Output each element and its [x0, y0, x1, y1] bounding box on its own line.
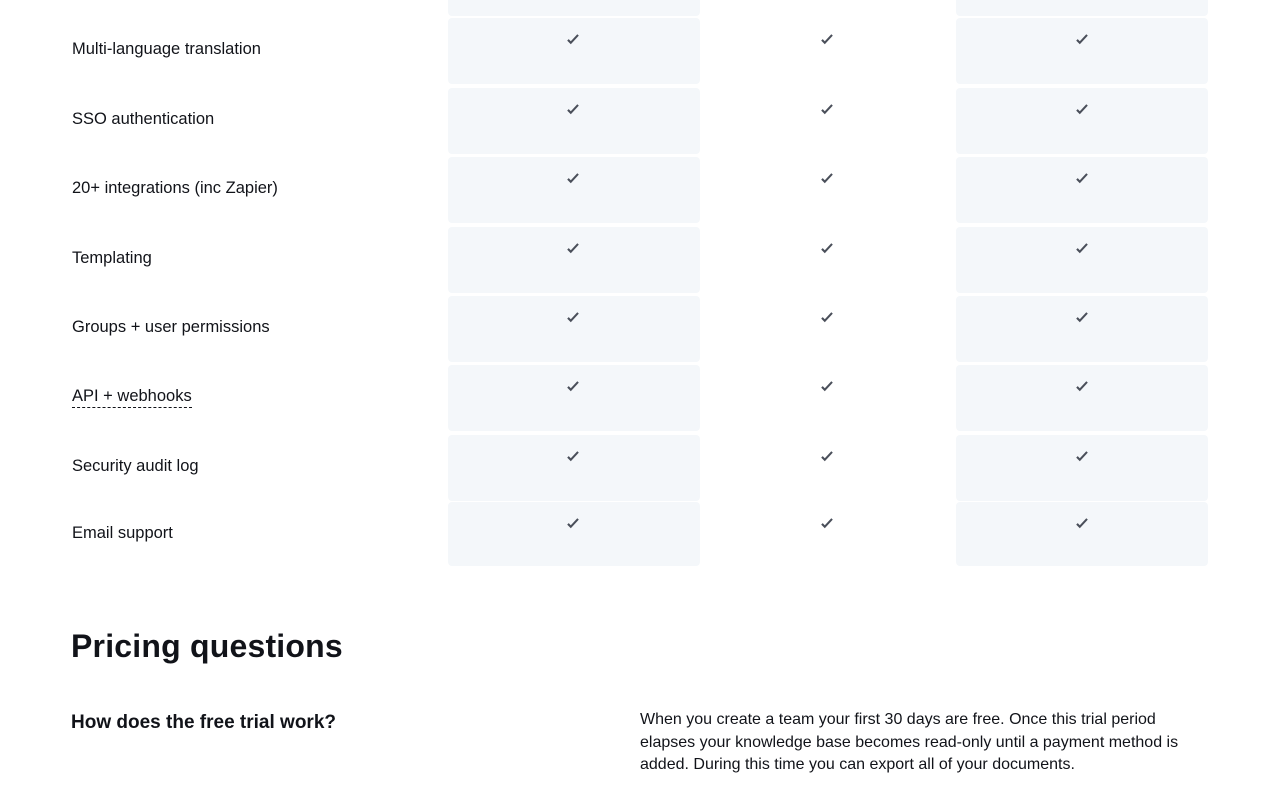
plan-cell	[956, 502, 1208, 566]
checkmark-icon	[1074, 32, 1090, 48]
checkmark-icon	[565, 241, 581, 257]
feature-label: Templating	[72, 249, 152, 267]
feature-label: Email support	[72, 524, 173, 542]
checkmark-icon	[1074, 310, 1090, 326]
table-row	[0, 365, 1280, 433]
checkmark-icon	[1074, 449, 1090, 465]
plan-cell	[956, 296, 1208, 362]
checkmark-icon	[565, 32, 581, 48]
plan-cell	[448, 157, 700, 223]
checkmark-icon	[819, 379, 835, 395]
plan-cell	[701, 365, 953, 431]
plan-cell	[956, 18, 1208, 84]
checkmark-icon	[565, 310, 581, 326]
plan-cell	[956, 157, 1208, 223]
checkmark-icon	[1074, 379, 1090, 395]
feature-label[interactable]: API + webhooks	[72, 387, 192, 408]
checkmark-icon	[565, 449, 581, 465]
plan-cell	[448, 365, 700, 431]
table-row	[0, 227, 1280, 295]
plan-cell	[701, 296, 953, 362]
checkmark-icon	[565, 516, 581, 532]
table-row	[0, 157, 1280, 225]
feature-label: 20+ integrations (inc Zapier)	[72, 179, 278, 197]
checkmark-icon	[1074, 516, 1090, 532]
plan-cell	[448, 502, 700, 566]
plan-cell	[448, 227, 700, 293]
plan-cell	[956, 365, 1208, 431]
table-row	[0, 88, 1280, 156]
plan-cell	[448, 435, 700, 501]
plan-cell	[956, 227, 1208, 293]
checkmark-icon	[819, 102, 835, 118]
plan-cell	[701, 88, 953, 154]
table-row	[0, 296, 1280, 364]
checkmark-icon	[565, 102, 581, 118]
plan-cell	[701, 157, 953, 223]
checkmark-icon	[819, 449, 835, 465]
feature-label: Groups + user permissions	[72, 318, 270, 336]
plan-cell	[701, 18, 953, 84]
plan-cell	[701, 502, 953, 566]
checkmark-icon	[819, 241, 835, 257]
checkmark-icon	[819, 516, 835, 532]
faq-question: How does the free trial work?	[71, 712, 336, 733]
faq-answer: When you create a team your first 30 days are free. Once this trial period elapses your knowledge base becomes read-only until a payment method is added. During this time you can export all of your documents.	[640, 711, 1179, 773]
table-row-partial	[0, 0, 1280, 18]
pricing-questions-title: Pricing questions	[71, 628, 343, 664]
checkmark-icon	[1074, 102, 1090, 118]
checkmark-icon	[1074, 171, 1090, 187]
feature-label: Multi-language translation	[72, 40, 261, 58]
feature-label: SSO authentication	[72, 110, 215, 128]
checkmark-icon	[819, 171, 835, 187]
checkmark-icon	[1074, 241, 1090, 257]
checkmark-icon	[819, 32, 835, 48]
plan-cell	[448, 0, 700, 16]
table-row	[0, 18, 1280, 86]
feature-label: Security audit log	[72, 457, 199, 475]
table-row	[0, 435, 1280, 503]
plan-cell	[701, 227, 953, 293]
checkmark-icon	[819, 310, 835, 326]
table-row	[0, 502, 1280, 570]
plan-cell	[956, 0, 1208, 16]
plan-cell	[448, 18, 700, 84]
checkmark-icon	[565, 379, 581, 395]
plan-cell	[701, 435, 953, 501]
plan-cell	[448, 296, 700, 362]
plan-cell	[956, 435, 1208, 501]
plan-cell	[956, 88, 1208, 154]
plan-cell	[448, 88, 700, 154]
checkmark-icon	[565, 171, 581, 187]
